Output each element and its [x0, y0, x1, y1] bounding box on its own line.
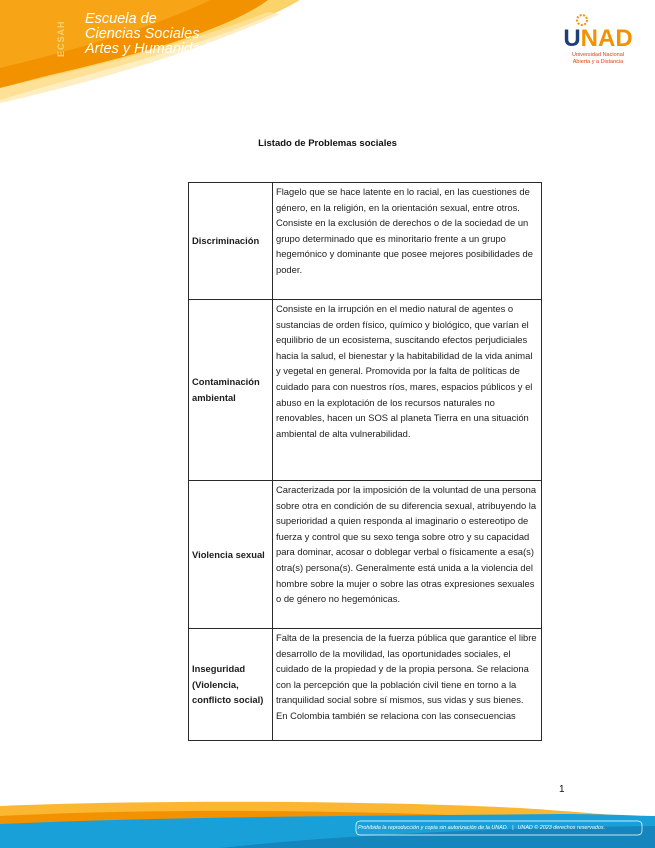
- term-cell: Violencia sexual: [189, 481, 273, 629]
- page-number: 1: [559, 784, 565, 795]
- definition-cell: Caracterizada por la imposición de la voluntad de una persona sobre otra en condición de su diferencia sexual, atribuyendo la superioridad a quien responda al imaginario o estereotipo de fuerza y control que su sexo tenga sobre otro y su capacidad para dominar, acosar o doblegar verbal o físicamente a esa(s) otra(s) persona(s). Generalmente está unida a la violencia del hombre sobre la mujer o sobre las otras expresiones sexuales o de género no hegemónicas.: [273, 481, 542, 629]
- page-title: Listado de Problemas sociales: [258, 138, 397, 149]
- definition-cell: Falta de la presencia de la fuerza pública que garantice el libre desarrollo de la movilidad, las oportunidades sociales, el cuidado de la propiedad y de la propia persona. Se relaciona con la percepción que la población civil tiene en torno a la tranquilidad social sobre sí mismos, sus vidas y sus bienes. En Colombia también se relaciona con las consecuencias: [273, 629, 542, 741]
- school-name: [85, 12, 224, 57]
- footer-separator: |: [512, 825, 514, 831]
- school-line: Artes y Humanidades: [85, 41, 224, 57]
- table-row: [189, 183, 542, 300]
- problems-table: [188, 182, 542, 741]
- logo-wordmark: UNAD: [563, 25, 633, 52]
- logo-subtitle-1: Universidad Nacional: [572, 52, 624, 58]
- table-row: [189, 300, 542, 481]
- school-line: Escuela de: [85, 11, 157, 27]
- term-cell: Inseguridad (Violencia, conflicto social): [189, 629, 273, 741]
- footer-rights: UNAD © 2023 derechos reservados.: [517, 825, 606, 831]
- table-row: [189, 481, 542, 629]
- unad-logo: [562, 12, 634, 74]
- unad-logo-mark: [562, 12, 634, 52]
- ecsah-mark: ECSAH: [56, 20, 66, 58]
- footer-copy-notice: Prohibida la reproducción y copia sin autorización de la UNAD.: [358, 825, 509, 831]
- definition-cell: Flagelo que se hace latente en lo racial, en las cuestiones de género, en la religión, en la orientación sexual, entre otros. Consiste en la exclusión de derechos o de la sociedad de un grupo determinado que es minoritario frente a un grupo hegemónico y dominante que posee mejores posibilidades de poder.: [273, 183, 542, 300]
- term-cell: Contaminación ambiental: [189, 300, 273, 481]
- logo-subtitle-2: Abierta y a Distancia: [572, 59, 624, 65]
- logo-sun-icon: [577, 15, 587, 25]
- term-cell: Discriminación: [189, 183, 273, 300]
- footer-notice: [358, 822, 640, 834]
- school-line: Ciencias Sociales: [85, 26, 200, 42]
- definition-cell: Consiste en la irrupción en el medio natural de agentes o sustancias de orden físico, químico y biológico, que varían el equilibrio de un ecosistema, suscitando efectos perjudiciales hacia la salud, el bienestar y la habitabilidad de la vida animal y vegetal en general. Promovida por la falta de políticas de cuidado para con nuestros ríos, mares, espacios públicos y el abuso en la explotación de los recursos naturales no renovables, hacen un SOS al planeta Tierra en una situación ambiental de alta vulnerabilidad.: [273, 300, 542, 481]
- table-row: [189, 629, 542, 741]
